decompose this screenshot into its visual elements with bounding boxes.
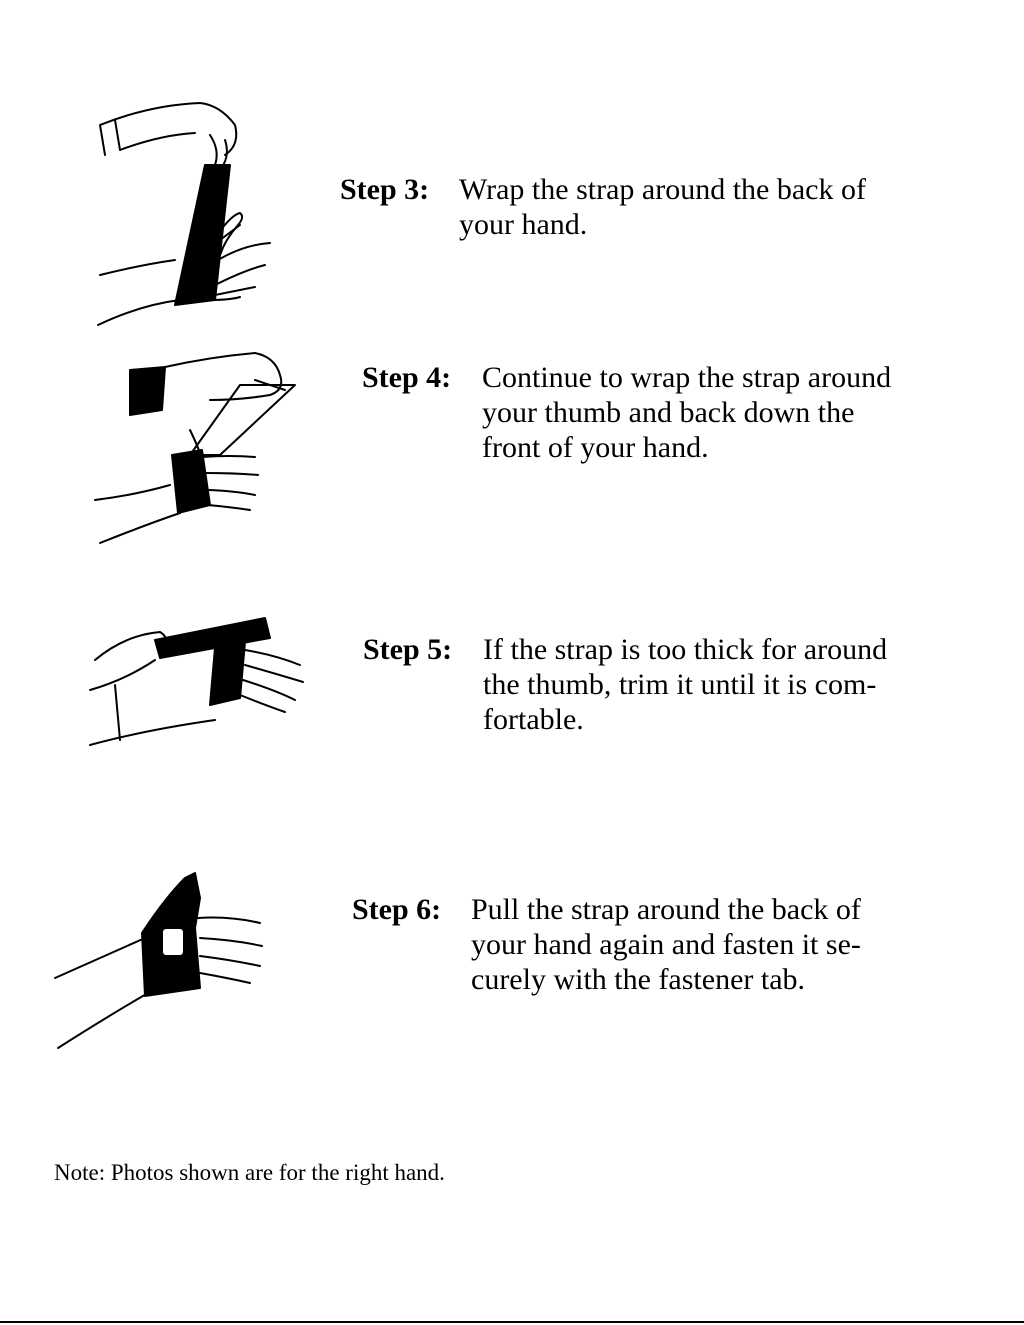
step-label: Step 3: [340,173,430,206]
step-text: Pull the strap around the back of your hand again and fasten it se- curely with the fastener tab. [471,893,861,996]
hand-fasten-tab-icon [50,868,280,1053]
step-text: If the strap is too thick for around the thumb, trim it until it is com- fortable. [483,633,888,736]
step-label: Step 6: [352,893,442,926]
hand-trim-strap-icon [85,610,315,750]
step-label: Step 5: [363,633,453,666]
hand-wrap-strap-back-icon [90,95,290,335]
note-text: Note: Photos shown are for the right hand. [54,1160,445,1185]
step-text: Wrap the strap around the back of your hand. [459,173,866,241]
step-label: Step 4: [362,361,452,394]
bottom-rule [0,1321,1024,1323]
step-text: Continue to wrap the strap around your thumb and back down the front of your hand. [482,361,892,464]
hand-wrap-thumb-icon [90,345,310,550]
